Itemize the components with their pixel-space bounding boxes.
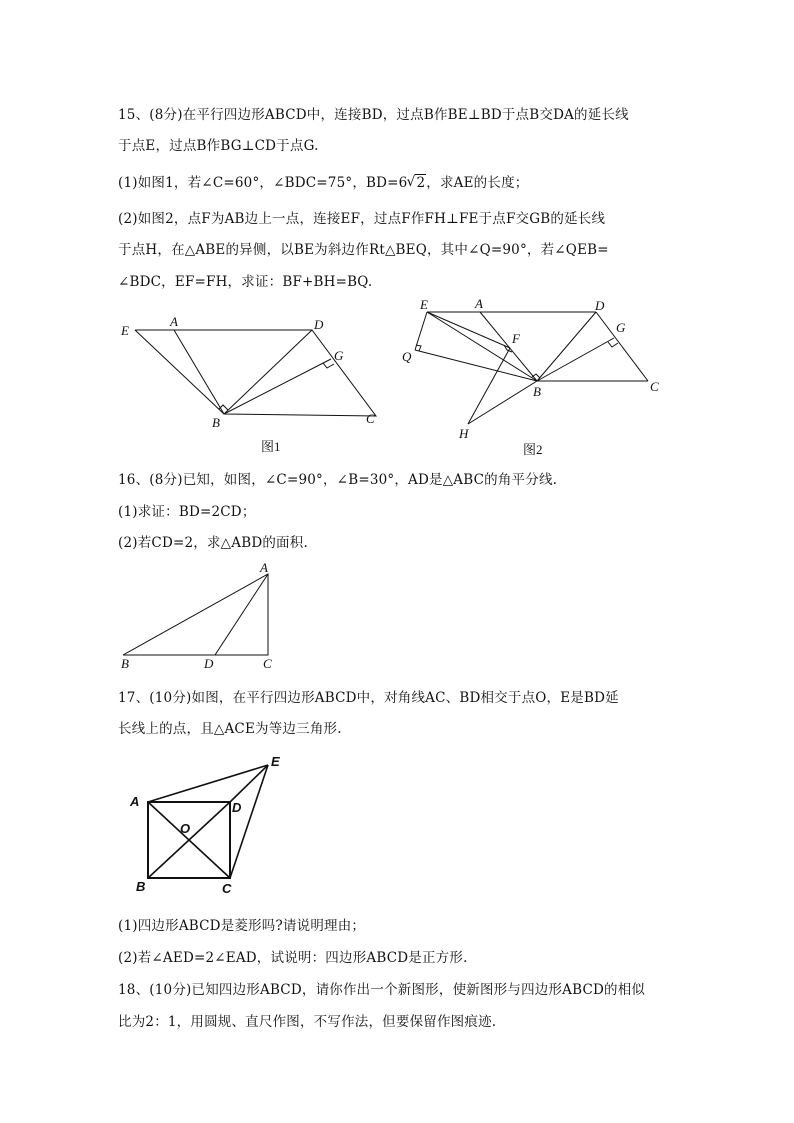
q17-label-a: A (130, 794, 140, 809)
fig2-caption: 图2 (523, 442, 543, 457)
fig2-right-angle-g (608, 342, 618, 347)
q16-bisector-ad (215, 574, 268, 655)
q16-label-b: B (121, 656, 129, 671)
fig2-label-a: A (475, 296, 483, 311)
q15-figure-2 (400, 296, 670, 461)
q15-figure-1 (118, 310, 388, 460)
fig1-segment-ab (174, 330, 224, 414)
q17-label-o: O (180, 821, 191, 836)
q15-part1 (118, 171, 528, 191)
fig1-segment-bg (224, 359, 331, 414)
fig1-label-g: G (334, 348, 344, 363)
fig2-label-b: B (533, 384, 541, 399)
q16-part2: (2)若CD=2，求△ABD的面积. (118, 535, 308, 551)
fig1-right-angle-g (323, 363, 334, 368)
q17-line2: 长线上的点，且△ACE为等边三角形. (118, 721, 342, 737)
fig2-label-e: E (420, 297, 428, 312)
fig2-right-angle-b (532, 374, 540, 378)
fig1-label-b: B (212, 415, 220, 430)
fig2-label-q: Q (402, 349, 412, 364)
fig2-segment-eb (427, 312, 537, 381)
q17-part2: (2)若∠AED=2∠EAD，试说明：四边形ABCD是正方形. (118, 950, 468, 966)
fig2-segment-ef (427, 312, 510, 348)
q17-segment-ce (230, 765, 268, 878)
fig2-label-d: D (595, 298, 605, 313)
fig2-label-g: G (616, 320, 626, 335)
fig2-segment-bd (537, 312, 596, 381)
fig1-caption: 图1 (261, 439, 281, 454)
fig2-segment-hb (468, 381, 537, 424)
q18-line2: 比为2：1，用圆规、直尺作图，不写作法，但要保留作图痕迹. (118, 1014, 497, 1030)
fig1-segment-bd (224, 330, 312, 414)
q15-part2-line2: 于点H，在△ABE的异侧，以BE为斜边作Rt△BEQ，其中∠Q=90°，若∠QEB= (118, 242, 609, 258)
fig2-label-c: C (650, 379, 659, 394)
fig1-label-d: D (314, 317, 324, 332)
q17-label-d: D (232, 800, 242, 815)
q15-line2: 于点E，过点B作BG⊥CD于点G. (118, 138, 319, 154)
fig2-segment-fh (468, 348, 510, 424)
fig2-segment-eq (415, 312, 427, 350)
q15-part2-line3: ∠BDC，EF=FH，求证：BF+BH=BQ. (118, 274, 373, 290)
fig2-label-f: F (512, 331, 520, 346)
fig2-segment-qb (415, 350, 537, 381)
q16-part1: (1)求证：BD=2CD； (118, 504, 256, 520)
fig1-label-a: A (170, 314, 178, 329)
q17-label-b: B (136, 879, 146, 894)
q16-triangle (123, 574, 268, 655)
fig1-label-e: E (121, 323, 129, 338)
fig2-segment-bg (537, 338, 614, 381)
fig1-outline (135, 330, 376, 416)
q17-part1: (1)四边形ABCD是菱形吗?请说明理由； (118, 918, 366, 934)
q16-label-a: A (260, 560, 268, 575)
q15-part1-text: (1)如图1，若∠C=60°，∠BDC=75°，BD=6 (118, 175, 408, 191)
fig1-right-angle-b (219, 405, 228, 410)
sqrt-symbol (407, 175, 426, 191)
q17-line1: 17、(10分)如图，在平行四边形ABCD中，对角线AC、BD相交于点O，E是BD延 (118, 690, 619, 706)
q17-figure (118, 750, 298, 900)
q18-line1: 18、(10分)已知四边形ABCD，请你作出一个新图形，使新图形与四边形ABCD的相似 (118, 982, 646, 998)
q17-label-e: E (271, 754, 280, 769)
q15-part1-tail: ，求AE的长度； (426, 175, 529, 191)
q15-part2-line1: (2)如图2，点F为AB边上一点，连接EF，过点F作FH⊥FE于点F交GB的延长线 (118, 211, 606, 227)
q16-label-d: D (204, 656, 214, 671)
q16-label-c: C (263, 656, 272, 671)
q17-label-c: C (222, 881, 232, 896)
fig2-label-h: H (459, 426, 469, 441)
fig2-segment-ab (480, 312, 537, 381)
q15-line1: 15、(8分)在平行四边形ABCD中，连接BD，过点B作BE⊥BD于点B交DA的延长线 (118, 107, 629, 123)
q15-part1-radicand: 2 (416, 175, 426, 191)
q16-line1: 16、(8分)已知，如图，∠C=90°，∠B=30°，AD是△ABC的角平分线. (118, 472, 558, 488)
q16-figure (118, 558, 288, 673)
fig1-label-c: C (366, 411, 375, 426)
